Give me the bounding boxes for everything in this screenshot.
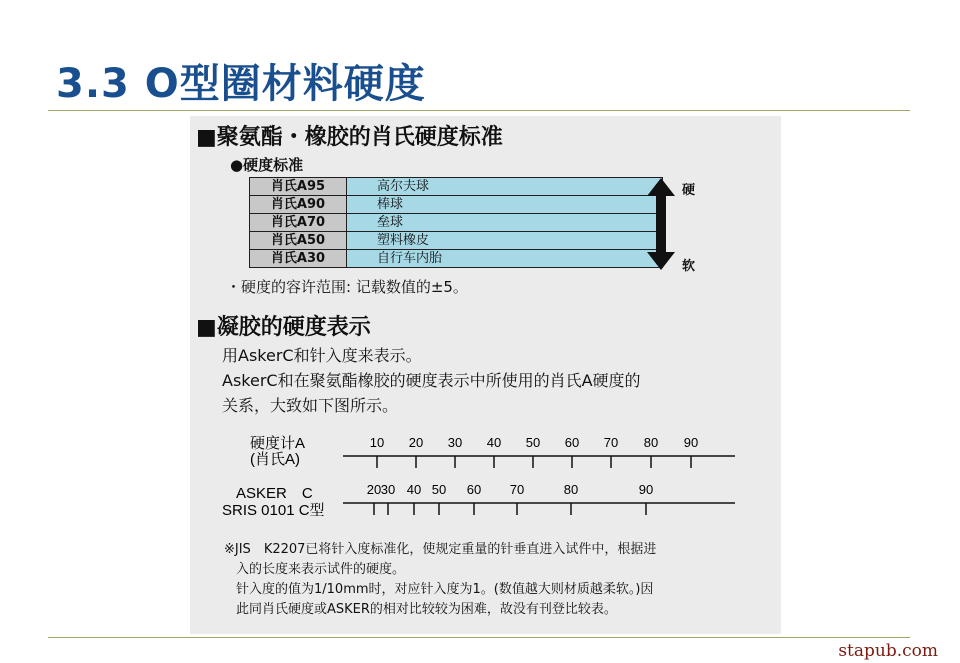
scale-c-tick-label: 30: [380, 482, 396, 497]
scale-a-label: 硬度计A: [250, 435, 306, 452]
section-heading-gel: ■凝胶的硬度表示: [196, 315, 371, 340]
table-row: [250, 196, 663, 214]
scale-c-tick-label: 90: [638, 482, 654, 497]
footnote-line: 针入度的值为1/10mm时，对应针入度为1。(数值越大则材质越柔软。)因: [236, 582, 654, 597]
scale-a-tick-label: 80: [643, 435, 659, 450]
scale-c-tick-label: 50: [431, 482, 447, 497]
section-heading-shore: ■聚氨酯・橡胶的肖氏硬度标准: [196, 125, 503, 150]
footer-divider: [48, 637, 910, 638]
scale-a-tick-label: 30: [447, 435, 463, 450]
tolerance-note: ・硬度的容许范围: 记载数值的±5。: [226, 278, 468, 296]
table-row: [250, 178, 663, 196]
hardness-key: 肖氏A90: [250, 196, 347, 214]
watermark: stapub.com: [838, 641, 938, 661]
slide-title: 3.3 O型圈材料硬度: [56, 61, 426, 107]
table-row: [250, 250, 663, 268]
scale-a-tick-label: 50: [525, 435, 541, 450]
footnote-line: 此同肖氏硬度或ASKER的相对比较较为困难，故没有刊登比较表。: [236, 602, 617, 617]
hardness-example: 塑料橡皮: [347, 232, 663, 250]
scale-c-tick-label: 70: [509, 482, 525, 497]
scale-a-tick-label: 10: [369, 435, 385, 450]
gel-paragraph-line: AskerC和在聚氨酯橡胶的硬度表示中所使用的肖氏A硬度的: [222, 371, 641, 390]
label-soft: 软: [682, 259, 696, 274]
scale-c-sublabel: SRIS 0101 C型: [222, 502, 325, 519]
hardness-key: 肖氏A30: [250, 250, 347, 268]
subheading-hardness-standard: ●硬度标准: [230, 156, 304, 174]
scale-a-tick-label: 70: [603, 435, 619, 450]
scale-a-tick-label: 60: [564, 435, 580, 450]
gel-paragraph-line: 用AskerC和针入度来表示。: [222, 346, 422, 365]
hardness-example: 棒球: [347, 196, 663, 214]
footnote-line: ※JIS K2207已将针入度标准化，使规定重量的针垂直进入试件中，根据进: [224, 542, 657, 557]
scale-c-tick-label: 80: [563, 482, 579, 497]
hardness-key: 肖氏A50: [250, 232, 347, 250]
hardness-key: 肖氏A95: [250, 178, 347, 196]
scale-c-label: ASKER C: [236, 485, 313, 502]
hardness-comparison-scale: [190, 428, 781, 528]
footnote-line: 入的长度来表示试件的硬度。: [236, 562, 406, 577]
jis-footnote: [224, 540, 772, 620]
hardness-example: 垒球: [347, 214, 663, 232]
scale-a-tick-label: 20: [408, 435, 424, 450]
scale-a-sublabel: (肖氏A): [250, 451, 300, 468]
scale-a-tick-label: 90: [683, 435, 699, 450]
scale-a-tick-label: 40: [486, 435, 502, 450]
scale-c-tick-label: 20: [366, 482, 382, 497]
hardness-key: 肖氏A70: [250, 214, 347, 232]
content-panel: [190, 116, 781, 634]
table-row: [250, 214, 663, 232]
hardness-arrow-icon: [646, 178, 676, 270]
title-divider: [48, 110, 910, 111]
scale-c-tick-label: 40: [406, 482, 422, 497]
gel-paragraph-line: 关系，大致如下图所示。: [222, 396, 399, 415]
label-hard: 硬: [682, 183, 696, 198]
hardness-table: [249, 177, 663, 268]
hardness-example: 高尔夫球: [347, 178, 663, 196]
scale-c-tick-label: 60: [466, 482, 482, 497]
hardness-example: 自行车内胎: [347, 250, 663, 268]
table-row: [250, 232, 663, 250]
